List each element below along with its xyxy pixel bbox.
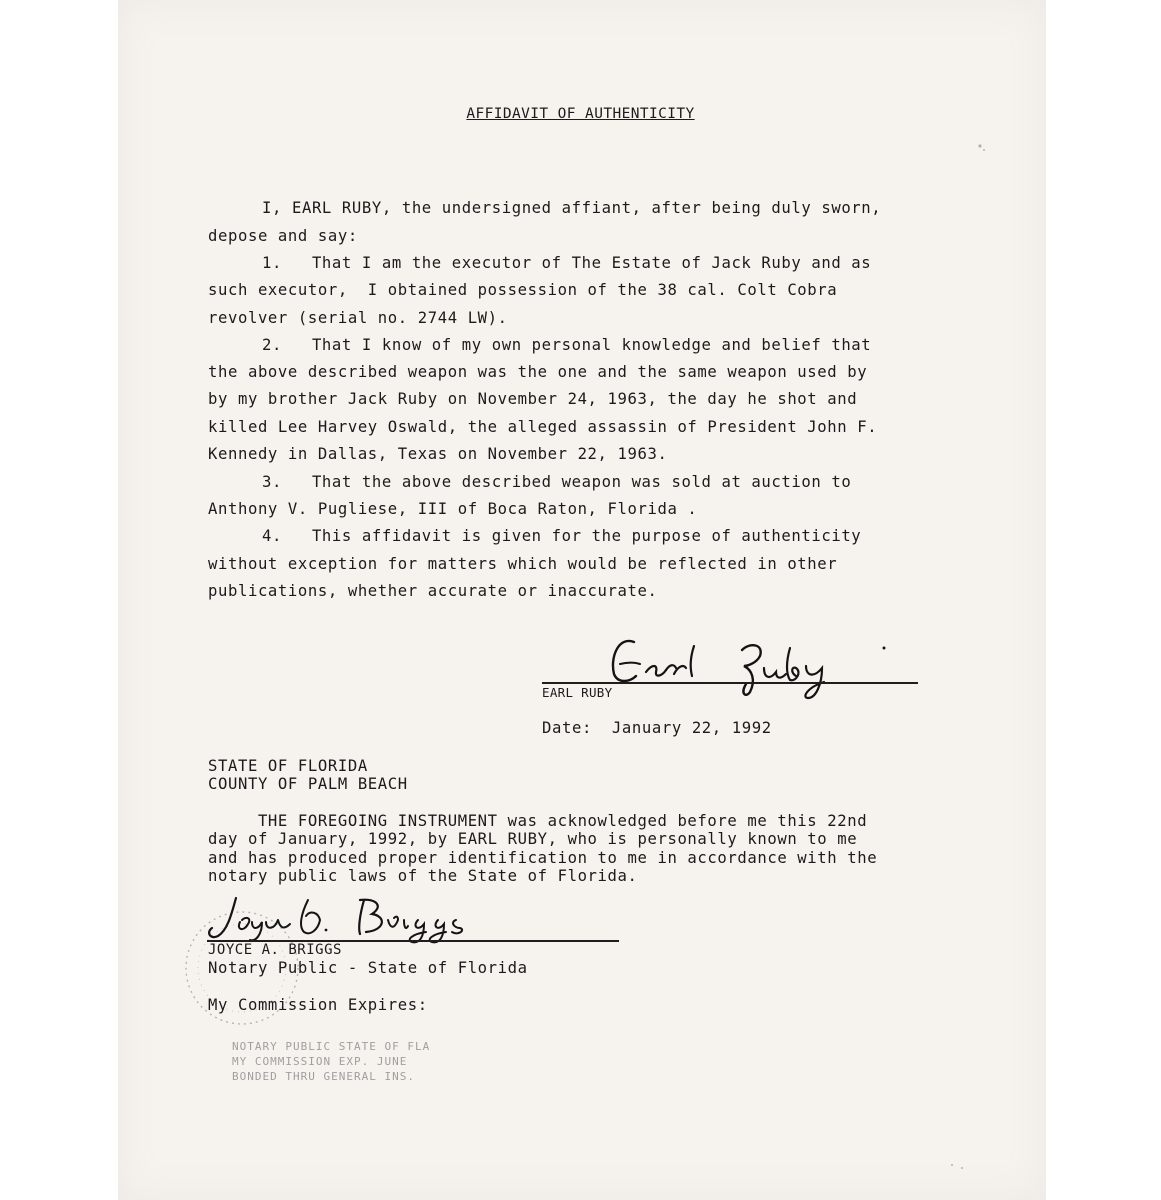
notary-stamp-line: BONDED THRU GENERAL INS.	[232, 1070, 415, 1083]
state-line: STATE OF FLORIDA	[208, 757, 368, 775]
date-line: Date: January 22, 1992	[542, 719, 772, 737]
notary-paragraph-line: THE FOREGOING INSTRUMENT was acknowledged before me this 22nd	[208, 812, 868, 830]
notary-paragraph-line: day of January, 1992, by EARL RUBY, who is personally known to me	[208, 830, 858, 848]
affiant-name: EARL RUBY	[542, 685, 613, 700]
affiant-signature	[600, 628, 900, 700]
notary-title: Notary Public - State of Florida	[208, 959, 528, 977]
document-title: AFFIDAVIT OF AUTHENTICITY	[466, 106, 695, 122]
notary-stamp-line: NOTARY PUBLIC STATE OF FLA	[232, 1040, 431, 1053]
paragraph-line: 3. That the above described weapon was sold at auction to	[262, 473, 852, 491]
intro-line: I, EARL RUBY, the undersigned affiant, after being duly sworn,	[262, 199, 882, 217]
intro-line: depose and say:	[208, 227, 358, 245]
affiant-signature-line	[542, 682, 918, 684]
paragraph-line: Anthony V. Pugliese, III of Boca Raton, Florida .	[208, 500, 698, 518]
paragraph-line: without exception for matters which would be reflected in other	[208, 555, 838, 573]
paragraph-line: by my brother Jack Ruby on November 24, 1963, the day he shot and	[208, 390, 858, 408]
notary-name: JOYCE A. BRIGGS	[208, 942, 342, 958]
paragraph-line: such executor, I obtained possession of the 38 cal. Colt Cobra	[208, 281, 838, 299]
county-line: COUNTY OF PALM BEACH	[208, 775, 408, 793]
notary-paragraph-line: and has produced proper identification to me in accordance with the	[208, 849, 878, 867]
paragraph-line: revolver (serial no. 2744 LW).	[208, 309, 508, 327]
paragraph-line: Kennedy in Dallas, Texas on November 22, 1963.	[208, 445, 668, 463]
paragraph-line: the above described weapon was the one and the same weapon used by	[208, 363, 868, 381]
notary-paragraph-line: notary public laws of the State of Florida.	[208, 867, 638, 885]
paragraph-line: publications, whether accurate or inaccurate.	[208, 582, 658, 600]
notary-stamp-line: MY COMMISSION EXP. JUNE	[232, 1055, 408, 1068]
paper-specks	[940, 120, 1040, 1180]
paragraph-line: killed Lee Harvey Oswald, the alleged assassin of President John F.	[208, 418, 878, 436]
paragraph-line: 2. That I know of my own personal knowledge and belief that	[262, 336, 872, 354]
notary-signature	[200, 890, 480, 946]
commission-expires: My Commission Expires:	[208, 996, 428, 1014]
paragraph-line: 1. That I am the executor of The Estate of Jack Ruby and as	[262, 254, 872, 272]
paragraph-line: 4. This affidavit is given for the purpose of authenticity	[262, 527, 862, 545]
